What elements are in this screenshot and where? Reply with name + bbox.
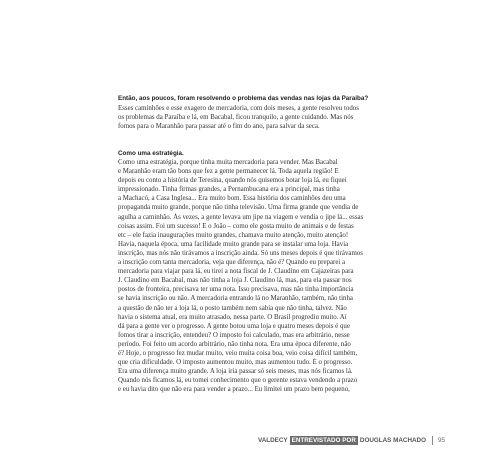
text-line: Como uma estratégia, porque tinha muita mercadoria para vender. Mas Bacabal (118, 159, 338, 166)
text-line: impressionado. Tinha firmas grandes, a Pernambucana era a principal, mas tinha (118, 186, 340, 194)
body-paragraph (118, 158, 418, 394)
text-line: a questão de não ter a loja lá, o posto também nem sabia que não tinha, talvez. Não (118, 304, 347, 312)
text-line: inscrição, mas nós não tirávamos a inscrição ainda. Só uns meses depois é que tirávamos (118, 249, 363, 257)
text-line: é? Hoje, o progresso fez mudar muito, veio muita coisa boa, veio coisa difícil também, (118, 349, 358, 357)
page-footer (258, 436, 445, 445)
text-line: a Machacó, a Casa Inglesa... Era muito bom. Essa história dos caminhões deu uma (118, 195, 346, 203)
text-line: Era uma diferença muito grande. A loja iria passar só seis meses, mas nós ficamos lá. (118, 368, 353, 376)
footer-author: DOUGLAS MACHADO (359, 437, 427, 444)
text-line: J. Claudino em Bacabal, mas não tinha a loja J. Claudino lá, mas, para ela passar nos (118, 277, 352, 285)
section-heading: Como uma estratégia. (118, 150, 184, 157)
text-line: e Maranhão eram tão bons que fez a gente permanecer lá. Toda aquela região! E (118, 168, 339, 176)
text-line: os problemas da Paraíba e lá, em Bacabal, ficou tranquilo, a gente cuidando. Mas nós (118, 114, 354, 122)
text-line: e eu havia dito que não era para vender a prazo... Eu limitei um prazo bem pequeno, (118, 386, 350, 394)
text-line: que cria dificuldade. O imposto aumentou muito, mas aumentou tudo. É o progresso. (118, 359, 353, 367)
question-heading: Então, aos poucos, foram resolvendo o problema das vendas nas lojas da Paraíba? (118, 95, 369, 102)
text-line: se havia inscrição ou não. A mercadoria entrando lá no Maranhão, também, não tinha (118, 295, 353, 303)
text-line: agulha a caminhão. Às vezes, a gente levava um jipe na viagem e vendia o jipe lá... essas (118, 213, 364, 221)
text-line: depois eu conto a história de Teresina, quando nós quisemos botar loja lá, eu fiquei (118, 177, 347, 185)
text-line: dá para a gente ver o progresso. A gente botou uma loja e quatro meses depois é que (118, 322, 350, 330)
footer-interviewed-by: ENTREVISTADO POR (291, 437, 356, 444)
footer-divider (432, 436, 433, 445)
text-line: coisas assim. Foi um sucesso! E o João – como ele gosta muito de animais e de festas (118, 222, 354, 230)
text-line: Havia, naquela época, uma facilidade muito grande para se instalar uma loja. Havia (118, 240, 349, 248)
text-line: mercadoria para viajar para lá, eu tirei a nota fiscal de J. Claudino em Cajazeiras para (118, 268, 354, 276)
footer-interviewee: VALDECY (258, 437, 288, 444)
answer-paragraph (118, 104, 418, 131)
text-line: período. Foi feito um acordo arbitrário, não tinha nota. Era uma época diferente, não (118, 340, 351, 348)
text-line: Esses caminhões e esse exagero de mercadoria, com dois meses, a gente resolveu todos (118, 105, 359, 112)
page-number: 95 (438, 437, 446, 444)
text-line: havia o sistema atual, era muito atrasado, nessa parte. O Brasil progrediu muito. Aí (118, 313, 347, 321)
text-line: propaganda muito grande, porque não tinha televisão. Uma firma grande que vendia de (118, 204, 359, 212)
text-line: postos de fronteira, precisava ter uma nota. Isso precisava, mas não tinha importância (118, 286, 354, 294)
text-line: a inscrição com tanta mercadoria, veja que diferença, não é? Quando eu preparei a (118, 259, 346, 267)
text-line: fomos tirar a inscrição, entendeu? O imposto foi calculado, mas era arbitrário, nesse (118, 331, 350, 339)
text-line: fomos para o Maranhão para passar até o fim do ano, para salvar da seca. (118, 123, 320, 131)
text-line: Quando nós ficamos lá, eu tomei conhecimento que o gerente estava vendendo a prazo (118, 377, 358, 385)
text-line: etc – ele fazia inaugurações muito grandes, chamava muito atenção, muito atenção! (118, 231, 349, 239)
